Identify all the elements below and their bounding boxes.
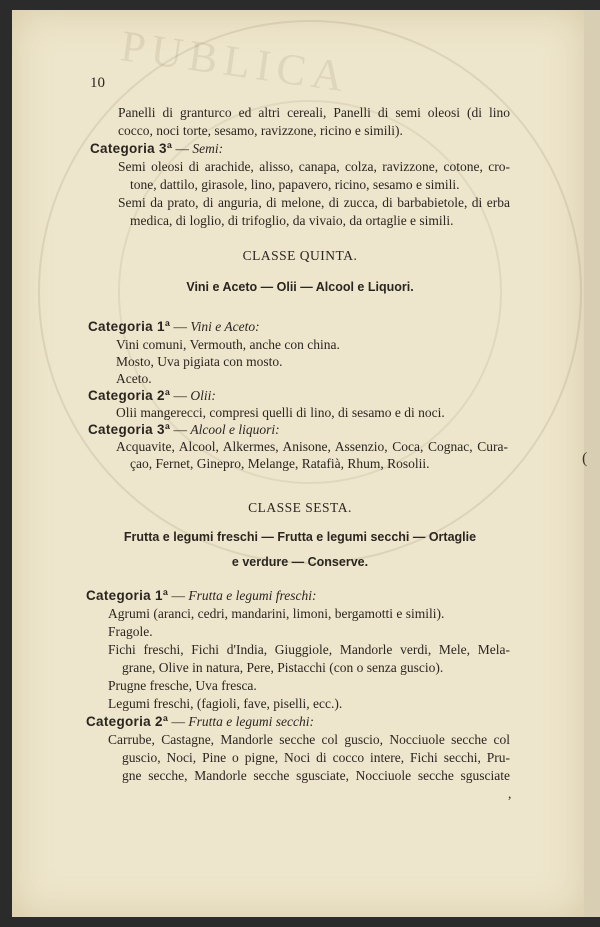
text-line: tone, dattilo, girasole, lino, papavero, ricino, sesamo e simili. [130, 177, 460, 192]
text-line: Fragole. [108, 624, 153, 639]
category-name: Frutta e legumi secchi: [188, 714, 314, 729]
category-heading [86, 587, 316, 605]
section-subtitle: Vini e Aceto — Olii — Alcool e Liquori. [186, 280, 414, 294]
text-line: Semi oleosi di arachide, alisso, canapa, colza, ravizzone, cotone, cro- [118, 159, 510, 174]
text-line: Aceto. [116, 371, 152, 386]
section-subtitle: Frutta e legumi freschi — Frutta e legumi secchi — Ortaglie [123, 530, 477, 544]
category-name: Alcool e liquori: [190, 422, 280, 437]
category-label: Categoria 2ª [88, 388, 171, 403]
category-name: Semi: [192, 141, 224, 156]
text-line: Mosto, Uva pigiata con mosto. [116, 354, 283, 369]
page-number: 10 [90, 75, 105, 91]
section-subtitle: e verdure — Conserve. [231, 555, 369, 569]
text-line: Fichi freschi, Fichi d'India, Giuggiole, Mandorle verdi, Mele, Mela- [108, 642, 510, 657]
margin-mark: ( [582, 450, 588, 467]
text-line: Prugne fresche, Uva fresca. [108, 678, 257, 693]
category-heading [86, 713, 314, 731]
category-name: Frutta e legumi freschi: [188, 588, 317, 603]
category-heading [90, 140, 223, 158]
category-dash: — [172, 141, 193, 156]
category-dash: — [170, 422, 191, 437]
text-line: Semi da prato, di anguria, di melone, di zucca, di barbabietole, di erba [118, 195, 510, 210]
text-line: Vini comuni, Vermouth, anche con china. [116, 337, 340, 352]
category-heading [88, 421, 280, 439]
category-name: Olii: [190, 388, 216, 403]
text-line: Acquavite, Alcool, Alkermes, Anisone, Assenzio, Coca, Cognac, Cura- [116, 439, 508, 454]
text-line: çao, Fernet, Ginepro, Melange, Ratafià, Rhum, Rosolii. [130, 456, 430, 471]
text-line: grane, Olive in natura, Pere, Pistacchi (con o senza guscio). [122, 660, 444, 675]
category-label: Categoria 3ª [88, 422, 171, 437]
text-line: Legumi freschi, (fagioli, fave, piselli, ecc.). [108, 696, 343, 711]
text-line: Agrumi (aranci, cedri, mandarini, limoni, bergamotti e simili). [108, 606, 445, 621]
category-label: Categoria 3ª [90, 141, 173, 156]
category-label: Categoria 2ª [86, 714, 169, 729]
text-line: Carrube, Castagne, Mandorle secche col guscio, Nocciuole secche col [108, 732, 510, 747]
text-line: gne secche, Mandorle secche sgusciate, Nocciuole secche sgusciate [122, 768, 510, 783]
text-line: medica, di loglio, di trifoglio, da vivaio, da ortaglie e simili. [130, 213, 454, 228]
category-heading [88, 318, 260, 336]
category-label: Categoria 1ª [86, 588, 169, 603]
category-dash: — [170, 319, 191, 334]
text-line: Panelli di granturco ed altri cereali, Panelli di semi oleosi (di lino [118, 105, 510, 120]
text-line: Olii mangerecci, compresi quelli di lino, di sesamo e di noci. [116, 405, 445, 420]
category-label: Categoria 1ª [88, 319, 171, 334]
category-name: Vini e Aceto: [190, 319, 260, 334]
text-line: cocco, noci torte, sesamo, ravizzone, ricino e simili). [118, 123, 403, 138]
category-dash: — [168, 588, 189, 603]
section-heading: CLASSE SESTA. [248, 500, 352, 515]
category-dash: — [170, 388, 191, 403]
text-line: guscio, Noci, Pine o pigne, Noci di cocco intere, Fichi secchi, Pru- [122, 750, 510, 765]
category-heading [88, 387, 216, 405]
category-dash: — [168, 714, 189, 729]
section-heading: CLASSE QUINTA. [242, 248, 358, 263]
footer-mark: , [508, 786, 512, 801]
